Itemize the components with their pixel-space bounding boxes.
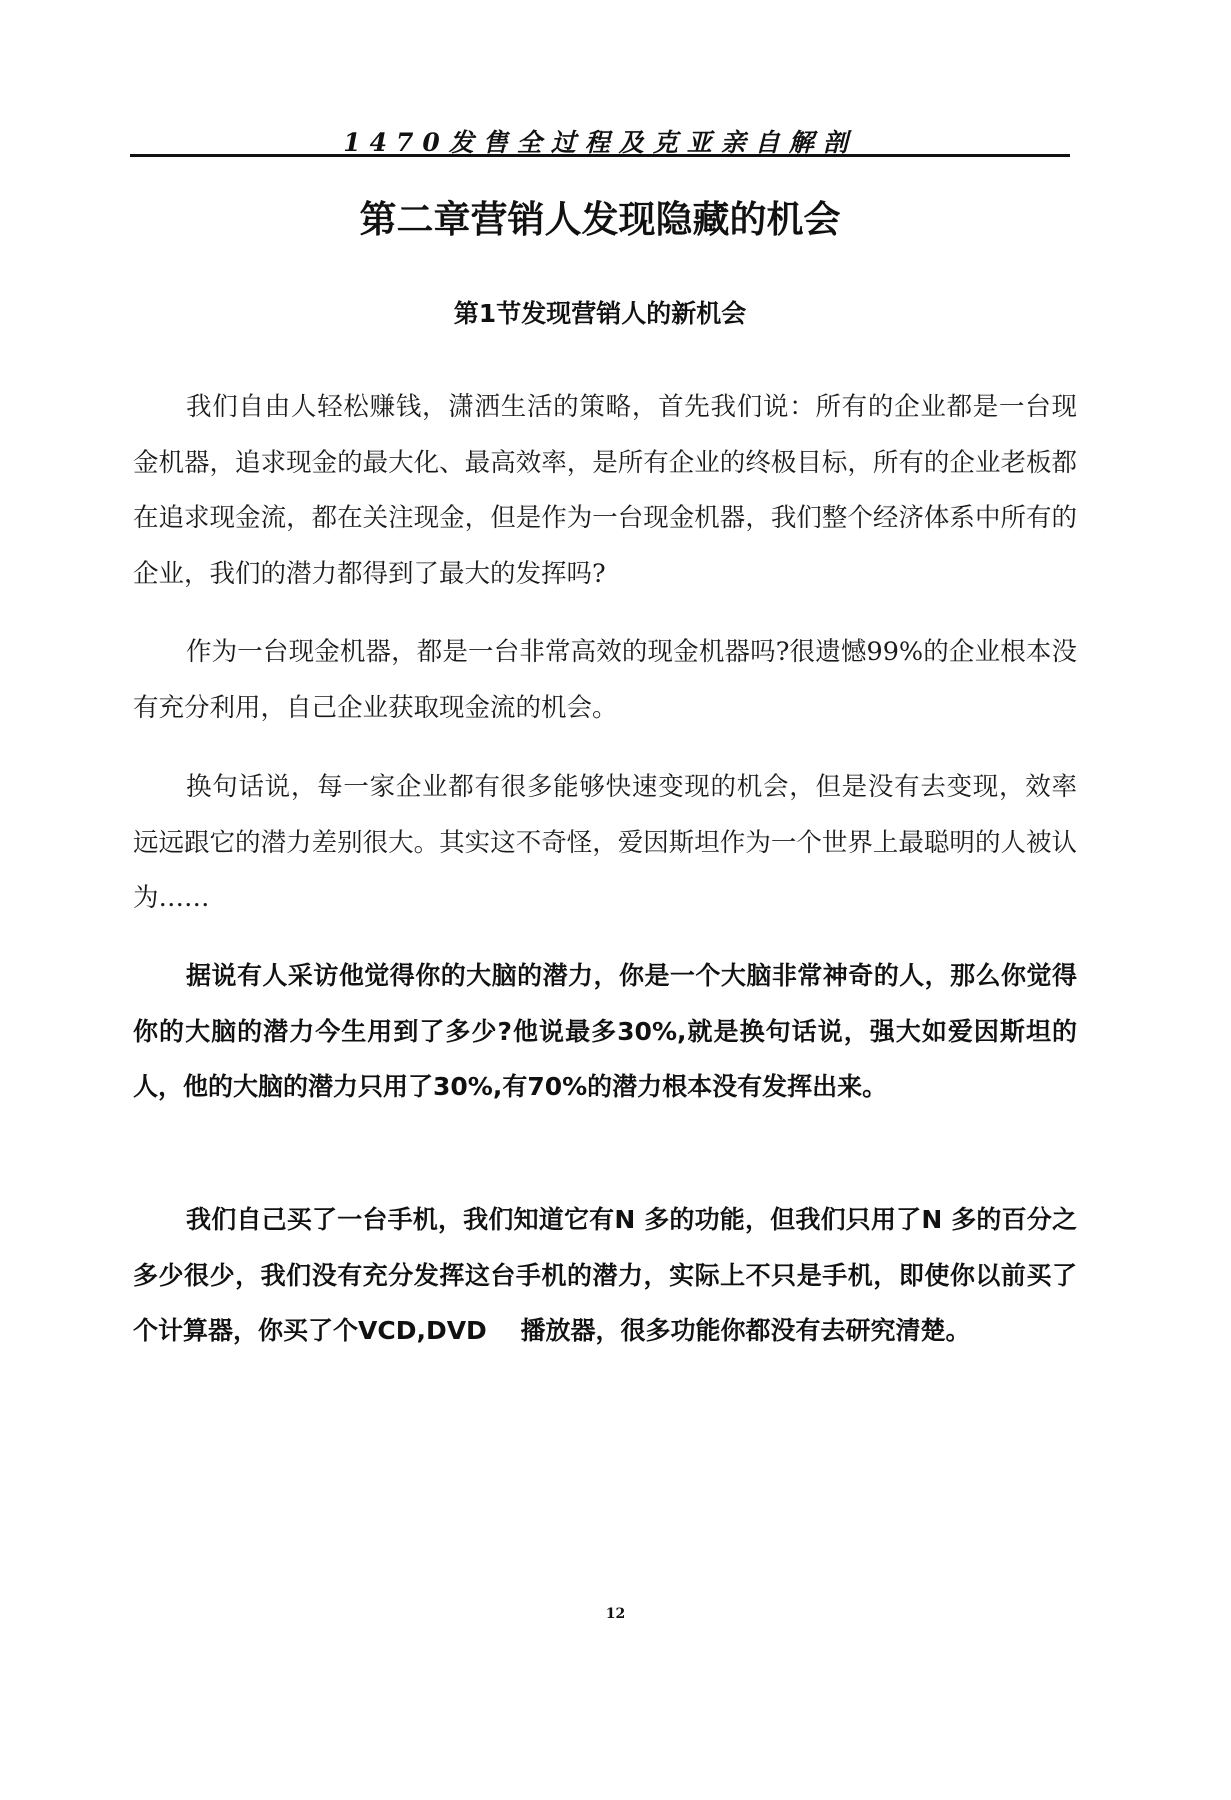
section-title: 第1节发现营销人的新机会 bbox=[453, 299, 747, 328]
body-paragraph-4: 据说有人采访他觉得你的大脑的潜力，你是一个大脑非常神奇的人，那么你觉得你的大脑的潜力今生用到了多少?他说最多30%,就是换句话说，强大如爱因斯坦的人，他的大脑的潜力只用了30%,有70%的潜力根本没有发挥出来。 bbox=[133, 961, 1077, 1101]
body-paragraph-2: 作为一台现金机器，都是一台非常高效的现金机器吗?很遗憾99%的企业根本没有充分利用，自己企业获取现金流的机会。 bbox=[133, 637, 1077, 723]
page-number: 12 bbox=[605, 1606, 626, 1622]
body-paragraph-1: 我们自由人轻松赚钱，潇洒生活的策略，首先我们说：所有的企业都是一台现金机器，追求现金的最大化、最高效率，是所有企业的终极目标，所有的企业老板都在追求现金流，都在关注现金，但是作为一台现金机器，我们整个经济体系中所有的企业，我们的潜力都得到了最大的发挥吗? bbox=[133, 392, 1077, 589]
running-header: 1470发售全过程及克亚亲自解剖 bbox=[343, 128, 857, 157]
header-rule bbox=[130, 154, 1070, 157]
body-paragraph-3: 换句话说，每一家企业都有很多能够快速变现的机会，但是没有去变现，效率远远跟它的潜力差别很大。其实这不奇怪，爱因斯坦作为一个世界上最聪明的人被认为…… bbox=[133, 772, 1077, 913]
body-paragraph-5: 我们自己买了一台手机，我们知道它有N 多的功能，但我们只用了N 多的百分之多少很少，我们没有充分发挥这台手机的潜力，实际上不只是手机，即使你以前买了个计算器，你买了个VCD,DVD 播放器，很多功能你都没有去研究清楚。 bbox=[133, 1205, 1077, 1345]
chapter-title: 第二章营销人发现隐藏的机会 bbox=[359, 198, 841, 241]
